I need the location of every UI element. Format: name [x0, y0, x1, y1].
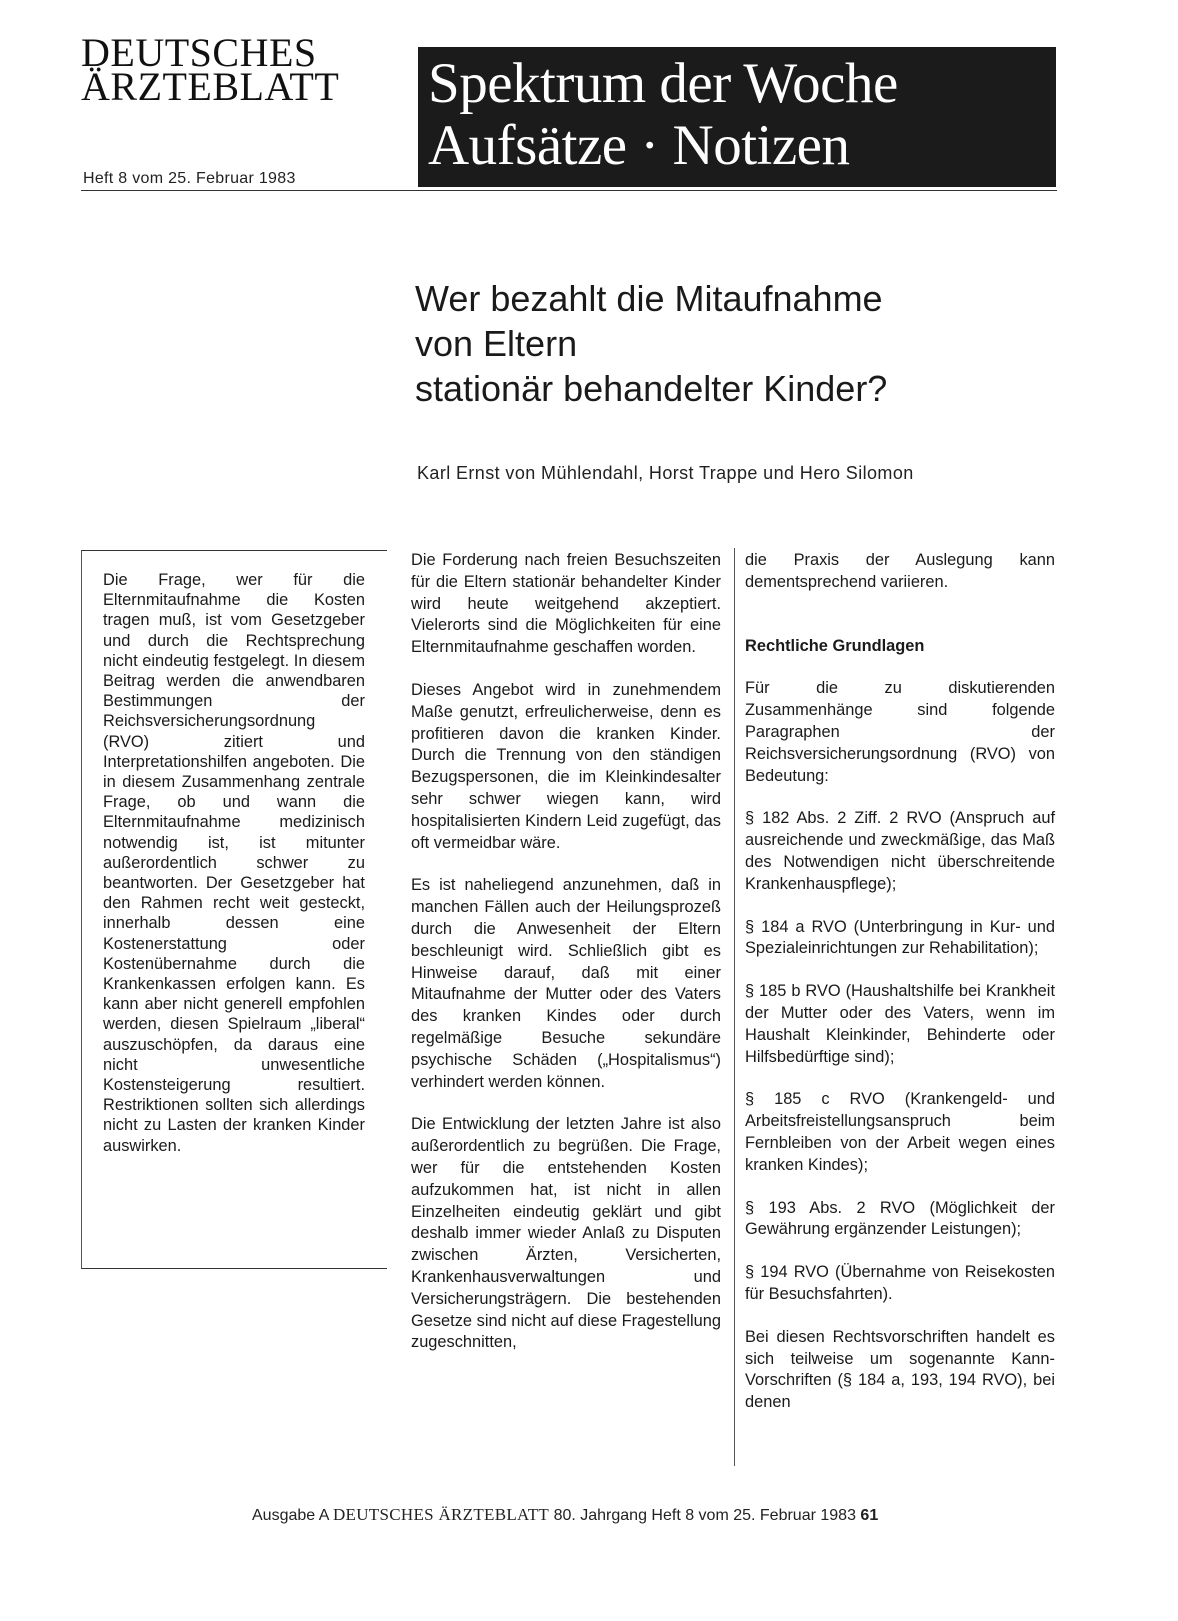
footer-edition: Ausgabe A: [252, 1507, 329, 1524]
issue-date: Heft 8 vom 25. Februar 1983: [83, 170, 296, 187]
header-divider: [81, 190, 1057, 191]
footer-issue: 80. Jahrgang Heft 8 vom 25. Februar 1983: [553, 1507, 856, 1524]
journal-masthead: [81, 30, 340, 109]
legal-paragraph-item: § 182 Abs. 2 Ziff. 2 RVO (Anspruch auf ausreichende und zweckmäßige, das Maß des Notwendigen nicht überschreitende Krankenhauspflege);: [745, 809, 1055, 893]
legal-paragraph-item: § 185 c RVO (Krankengeld- und Arbeitsfreistellungsanspruch beim Fernbleiben von der Arbeit wegen eines kranken Kindes);: [745, 1090, 1055, 1174]
article-authors: Karl Ernst von Mühlendahl, Horst Trappe und Hero Silomon: [417, 463, 914, 483]
page-number: 61: [860, 1507, 879, 1524]
body-paragraph: die Praxis der Auslegung kann dementsprechend variieren.: [745, 551, 1055, 591]
page-footer: [252, 1505, 878, 1525]
abstract-text: Die Frage, wer für die Elternmitaufnahme die Kosten tragen muß, ist vom Gesetzgeber und durch die Rechtsprechung nicht eindeutig festgelegt. In diesem Beitrag werden die anwendbaren Bestimmungen der Reichsversicherungsordnung (RVO) zitiert und Interpretationshilfen angeboten. Die in diesem Zusammenhang zentrale Frage, ob und wann die Elternmitaufnahme medizinisch notwendig ist, ist mitunter außerordentlich schwer zu beantworten. Der Gesetzgeber hat den Rahmen recht weit gesteckt, innerhalb dessen eine Kostenerstattung oder Kostenübernahme durch die Krankenkassen erfolgen kann. Es kann aber nicht generell empfohlen werden, diesen Spielraum „liberal“ auszuschöpfen, da daraus eine nicht unwesentliche Kostensteigerung resultiert. Restriktionen sollten sich allerdings nicht zu Lasten der kranken Kinder auswirken.: [103, 571, 365, 1155]
column-divider: [734, 548, 735, 1466]
legal-paragraph-item: § 185 b RVO (Haushaltshilfe bei Krankheit der Mutter oder des Vaters, wenn im Haushalt Kleinkinder, Behinderte oder Hilfsbedürftige sind);: [745, 982, 1055, 1066]
legal-paragraph-item: § 193 Abs. 2 RVO (Möglichkeit der Gewährung ergänzender Leistungen);: [745, 1198, 1055, 1239]
body-paragraph: Es ist naheliegend anzunehmen, daß in manchen Fällen auch der Heilungsprozeß durch die Anwesenheit der Eltern beschleunigt wird. Schließlich gibt es Hinweise darauf, daß mit einer Mitaufnahme der Mutter oder des Vaters des kranken Kindes oder durch regelmäßige Besuche sekundäre psychische Schäden („Hospitalismus“) verhindert werden können.: [411, 876, 721, 1091]
body-paragraph: Bei diesen Rechtsvorschriften handelt es sich teilweise um sogenannte Kann-Vorschriften (§ 184 a, 193, 194 RVO), bei denen: [745, 1327, 1055, 1412]
masthead-line-1: DEUTSCHES: [81, 30, 317, 75]
body-paragraph: Für die zu diskutierenden Zusammenhänge sind folgende Paragraphen der Reichsversicherungsordnung (RVO) von Bedeutung:: [745, 679, 1055, 785]
body-paragraph: Die Entwicklung der letzten Jahre ist also außerordentlich zu begrüßen. Die Frage, wer für die entstehenden Kosten aufzukommen hat, ist nicht in allen Einzelheiten eindeutig geklärt und gibt deshalb immer wieder Anlaß zu Disputen zwischen Ärzten, Versicherten, Krankenhausverwaltungen und Versicherungsträgern. Die bestehenden Gesetze sind nicht auf diese Fragestellung zugeschnitten,: [411, 1115, 721, 1352]
legal-paragraph-item: § 194 RVO (Übernahme von Reisekosten für Besuchsfahrten).: [745, 1263, 1055, 1303]
title-line-2: von Eltern: [415, 323, 578, 364]
title-line-3: stationär behandelter Kinder?: [415, 368, 888, 409]
banner-line-2: Aufsätze · Notizen: [428, 114, 850, 177]
footer-journal: DEUTSCHES ÄRZTEBLATT: [332, 1505, 550, 1524]
body-paragraph: Die Forderung nach freien Besuchszeiten für die Eltern stationär behandelter Kinder wird heute weitgehend akzeptiert. Vielerorts sind die Möglichkeiten für eine Elternmitaufnahme geschaffen worden.: [411, 551, 721, 657]
body-paragraph: Dieses Angebot wird in zunehmendem Maße genutzt, erfreulicherweise, denn es profitieren davon die kranken Kinder. Durch die Trennung von den ständigen Bezugspersonen, die im Kleinkindesalter sehr schwer wiegen kann, wird hospitalisierten Kindern Leid zugefügt, das oft vermeidbar wäre.: [411, 680, 721, 852]
body-column-right: [745, 550, 1055, 1435]
title-line-1: Wer bezahlt die Mitaufnahme: [415, 278, 883, 319]
article-title: [415, 276, 1035, 411]
legal-paragraph-item: § 184 a RVO (Unterbringung in Kur- und Spezialeinrichtungen zur Rehabilitation);: [745, 917, 1055, 958]
banner-line-1: Spektrum der Woche: [428, 52, 898, 115]
masthead-line-2: ÄRZTEBLATT: [81, 64, 340, 109]
body-column-middle: [411, 550, 721, 1375]
section-banner: [418, 47, 1056, 187]
section-subheading: Rechtliche Grundlagen: [745, 636, 925, 655]
